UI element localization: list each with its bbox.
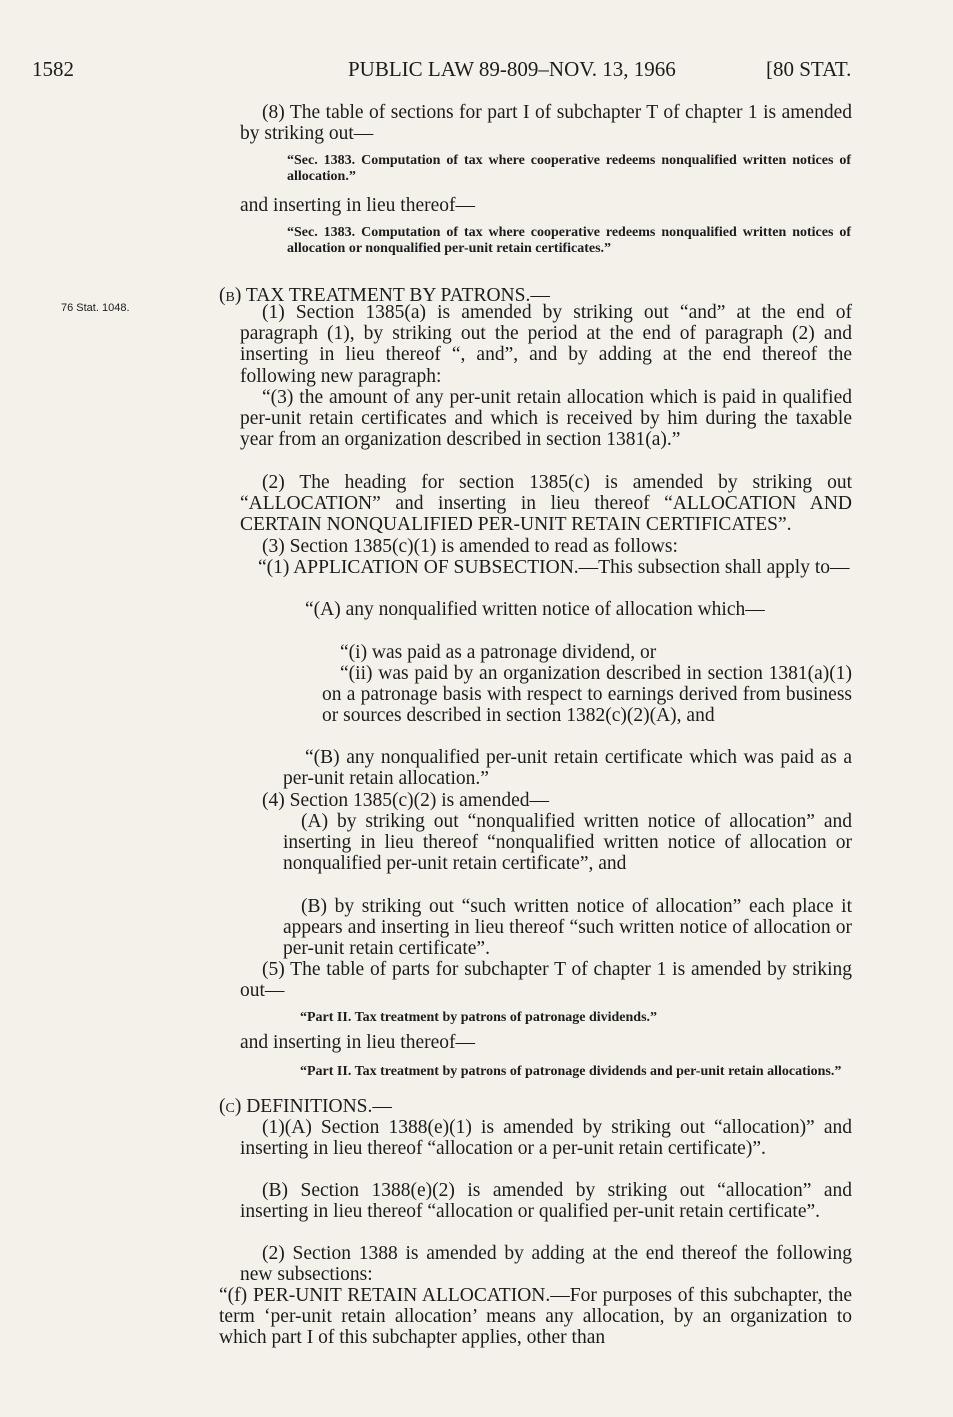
paragraph-b5 — [240, 959, 852, 1001]
paragraph-b3 — [262, 536, 852, 557]
paragraph-c1b — [240, 1180, 852, 1222]
paragraph-text: “(1) APPLICATION OF SUBSECTION.—This subsection shall apply to— — [258, 557, 850, 578]
quoted-text: “Sec. 1383. Computation of tax where cooperative redeems nonqualified written notices of allocation or nonqualified per-unit retain certificates.” — [287, 225, 851, 256]
paragraph-inserting — [240, 1032, 852, 1053]
paragraph-text: (1)(A) Section 1388(e)(1) is amended by striking out “allocation)” and inserting in lieu thereof “allocation or a per-unit retain certificate)”. — [240, 1117, 852, 1160]
paragraph-text: “(f) PER-UNIT RETAIN ALLOCATION.—For purposes of this subchapter, the term ‘per-unit retain allocation’ means any allocation, by an organization to which part I of this subchapter applies, other than — [219, 1285, 852, 1349]
heading-text: (b) TAX TREATMENT BY PATRONS.— — [219, 285, 550, 306]
margin-note: 76 Stat. 1048. — [61, 302, 130, 314]
paragraph-table-of-sections — [240, 102, 852, 144]
paragraph-b3-b — [283, 747, 852, 789]
heading-text: (c) DEFINITIONS.— — [219, 1096, 392, 1117]
paragraph-b3-a-i — [322, 642, 852, 663]
paragraph-text: (B) by striking out “such written notice of allocation” each place it appears and inserting in lieu thereof “such written notice of allocation or per-unit retain certificate”. — [283, 896, 852, 960]
paragraph-b2 — [240, 472, 852, 536]
paragraph-b4-b — [283, 896, 852, 960]
paragraph-f — [219, 1285, 852, 1349]
paragraph-text: (4) Section 1385(c)(2) is amended— — [262, 790, 549, 811]
quoted-part-heading — [300, 1064, 851, 1080]
quoted-text: “Sec. 1383. Computation of tax where cooperative redeems nonqualified written notices of allocation.” — [287, 153, 851, 184]
statute-reference: [80 STAT. — [766, 57, 852, 81]
quoted-text: “Part II. Tax treatment by patrons of patronage dividends.” — [300, 1010, 658, 1025]
paragraph-b1 — [240, 302, 852, 387]
page-number: 1582 — [32, 57, 74, 81]
paragraph-text: “(B) any nonqualified per-unit retain certificate which was paid as a per-unit retain allocation.” — [283, 747, 852, 790]
paragraph-text: (A) by striking out “nonqualified written notice of allocation” and inserting in lieu thereof “nonqualified written notice of allocation or nonqualified per-unit retain certificate”, and — [283, 811, 852, 875]
paragraph-text: (3) Section 1385(c)(1) is amended to read as follows: — [262, 536, 678, 557]
paragraph-text: and inserting in lieu thereof— — [240, 1032, 476, 1053]
paragraph-b3-a — [283, 599, 852, 620]
page-title: PUBLIC LAW 89-809–NOV. 13, 1966 — [348, 57, 676, 81]
paragraph-text: “(3) the amount of any per-unit retain allocation which is paid in qualified per-unit retain certificates and which is received by him during the taxable year from an organization described in section 1381(a).” — [240, 387, 852, 451]
paragraph-b3-a-ii — [322, 663, 852, 727]
paragraph-text: (B) Section 1388(e)(2) is amended by striking out “allocation” and inserting in lieu thereof “allocation or qualified per-unit retain certificate”. — [240, 1180, 852, 1223]
paragraph-text: (2) The heading for section 1385(c) is amended by striking out “ALLOCATION” and inserting in lieu thereof “ALLOCATION AND CERTAIN NONQUALIFIED PER-UNIT RETAIN CERTIFICATES”. — [240, 472, 852, 536]
quoted-text: “Part II. Tax treatment by patrons of patronage dividends and per-unit retain allocations.” — [300, 1064, 842, 1079]
paragraph-text: (5) The table of parts for subchapter T of chapter 1 is amended by striking out— — [240, 959, 852, 1002]
paragraph-c1a — [240, 1117, 852, 1159]
paragraph-text: “(i) was paid as a patronage dividend, or — [340, 642, 657, 663]
paragraph-b4 — [262, 790, 852, 811]
quoted-section-heading — [287, 225, 851, 256]
paragraph-inserting — [240, 195, 852, 216]
paragraph-text: (2) Section 1388 is amended by adding at the end thereof the following new subsections: — [240, 1243, 852, 1286]
paragraph-text: “(A) any nonqualified written notice of allocation which— — [305, 599, 765, 620]
paragraph-text: (8) The table of sections for part I of subchapter T of chapter 1 is amended by striking out— — [240, 102, 852, 145]
quoted-section-heading — [287, 153, 851, 184]
paragraph-b3-subsection — [240, 557, 852, 578]
quoted-part-heading — [300, 1010, 851, 1026]
paragraph-c2 — [240, 1243, 852, 1285]
paragraph-text: and inserting in lieu thereof— — [240, 195, 476, 216]
subsection-heading-c — [219, 1096, 831, 1117]
paragraph-text: (1) Section 1385(a) is amended by striking out “and” at the end of paragraph (1), by striking out the period at the end of paragraph (2) and inserting in lieu thereof “, and”, and by adding at the end thereof the following new paragraph: — [240, 302, 852, 387]
paragraph-text: “(ii) was paid by an organization described in section 1381(a)(1) on a patronage basis with respect to earnings derived from business or sources described in section 1382(c)(2)(A), and — [322, 663, 852, 727]
paragraph-b4-a — [283, 811, 852, 875]
paragraph-b1-quote — [240, 387, 852, 451]
